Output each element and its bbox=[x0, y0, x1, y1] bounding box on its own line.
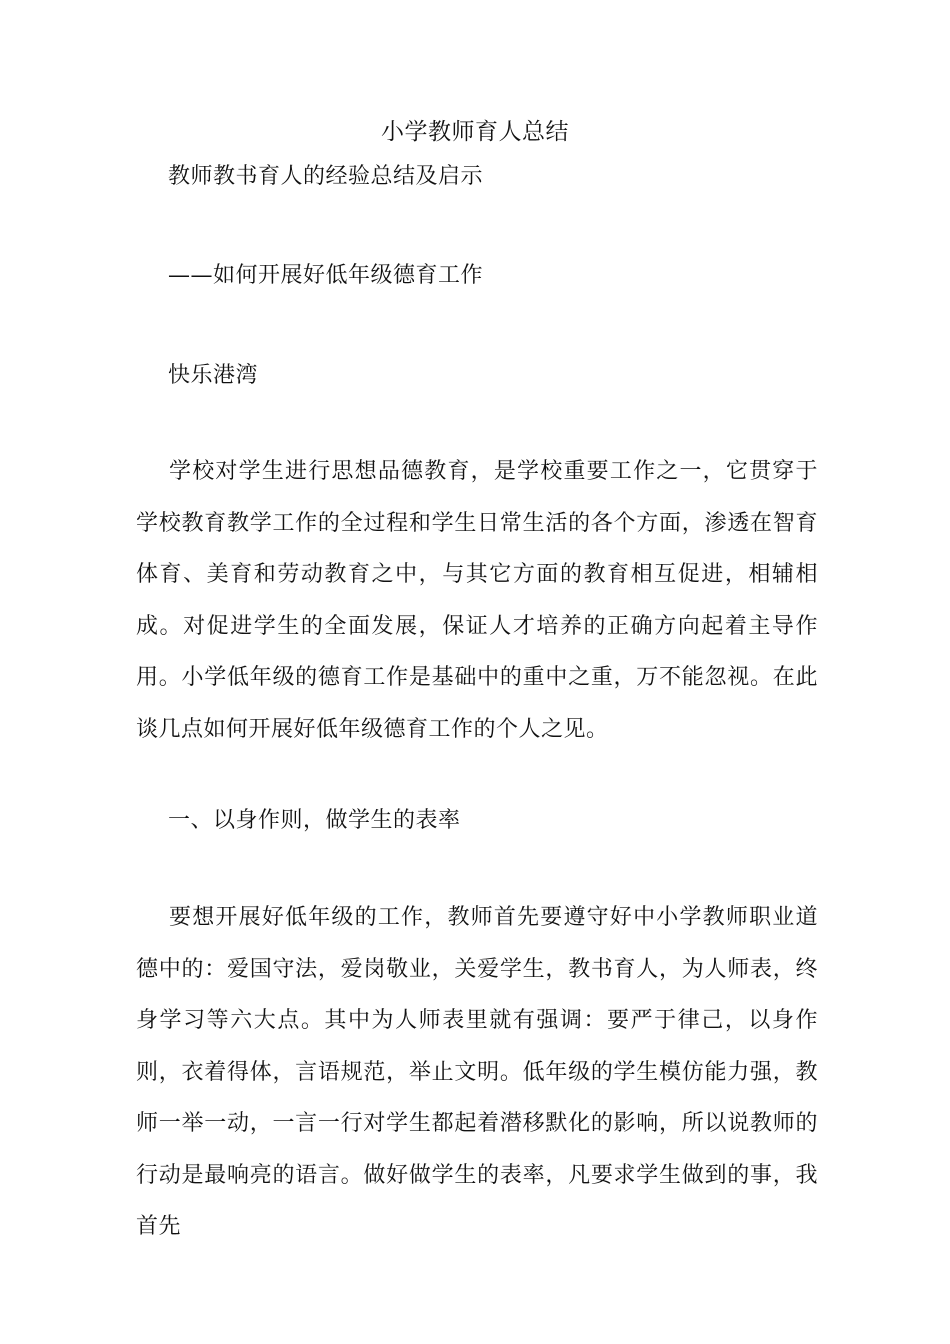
section-heading-1: 一、以身作则，做学生的表率 bbox=[168, 808, 461, 833]
paragraph-intro: 学校对学生进行思想品德教育，是学校重要工作之一，它贯穿于学校教育教学工作的全过程和学生日常生活的各个方面，渗透在智育体育、美育和劳动教育之中，与其它方面的教育相互促进，相辅相成。对促进学生的全面发展，保证人才培养的正确方向起着主导作用。小学低年级的德育工作是基础中的重中之重，万不能忽视。在此谈几点如何开展好低年级德育工作的个人之见。 bbox=[136, 459, 818, 742]
document-subtitle: 教师教书育人的经验总结及启示 bbox=[168, 164, 484, 189]
document-author: 快乐港湾 bbox=[168, 363, 259, 388]
document-title: 小学教师育人总结 bbox=[381, 119, 569, 145]
document-subheading: ——如何开展好低年级德育工作 bbox=[168, 263, 484, 288]
paragraph-section-1: 要想开展好低年级的工作，教师首先要遵守好中小学教师职业道德中的：爱国守法，爱岗敬业，关爱学生，教书育人，为人师表，终身学习等六大点。其中为人师表里就有强调：要严于律己，以身作则，衣着得体，言语规范，举止文明。低年级的学生模仿能力强，教师一举一动，一言一行对学生都起着潜移默化的影响，所以说教师的行动是最响亮的语言。做好做学生的表率，凡要求学生做到的事，我首先 bbox=[136, 905, 818, 1239]
